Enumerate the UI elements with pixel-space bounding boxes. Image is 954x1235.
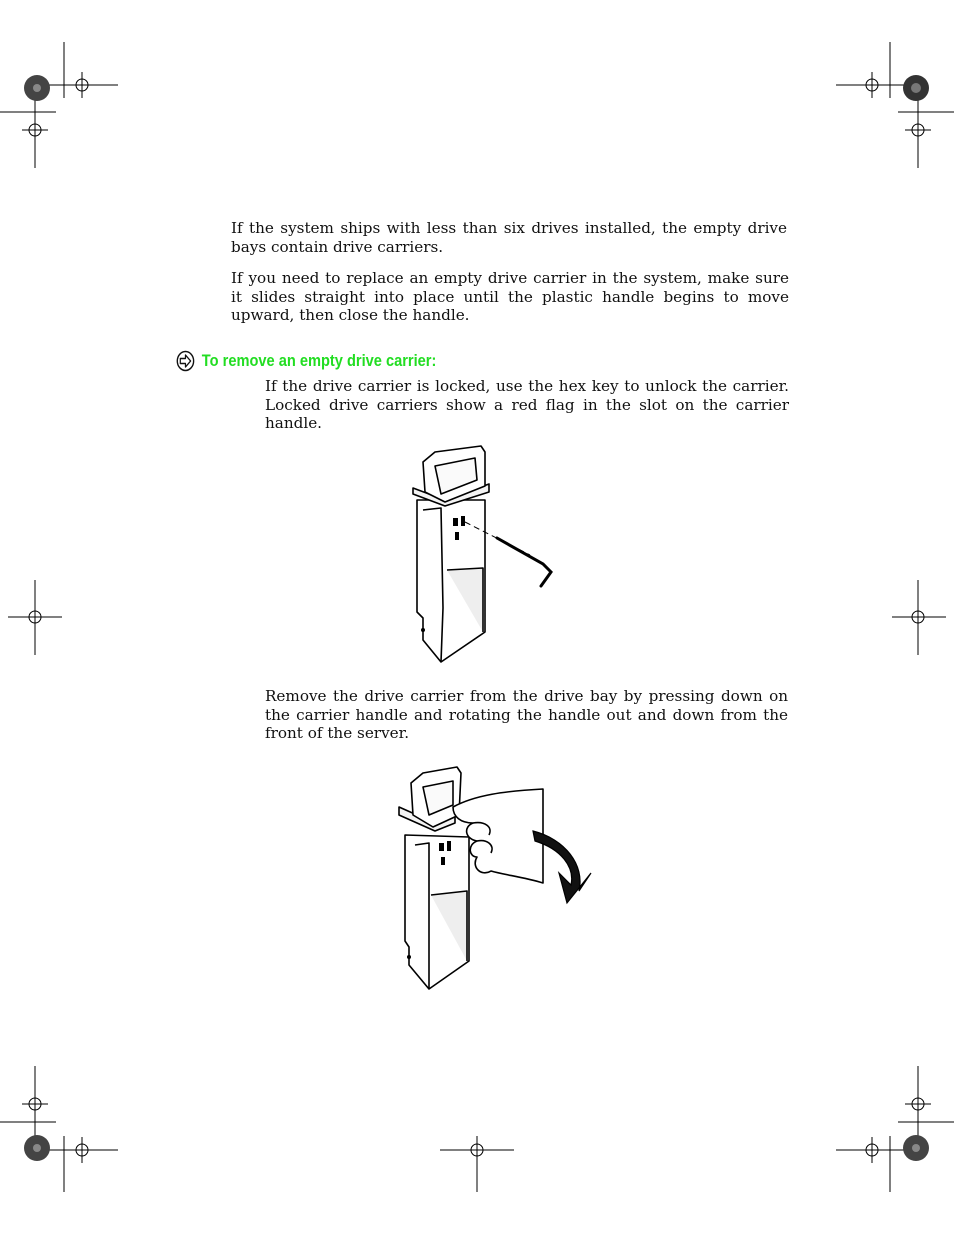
step-2-text: Remove the drive carrier from the drive bay by pressing down on the carrier handle and rotating the handle out and down from the front of the server.	[265, 687, 788, 743]
procedure-title: To remove an empty drive carrier:	[201, 351, 437, 370]
procedure-heading	[176, 350, 436, 372]
step-1-text: If the drive carrier is locked, use the hex key to unlock the carrier. Locked drive carriers show a red flag in the slot on the carrier handle.	[265, 377, 789, 433]
intro-paragraph-2: If you need to replace an empty drive carrier in the system, make sure it slides straight into place until the plastic handle begins to move upward, then close the handle.	[231, 269, 789, 325]
arrow-circle-icon	[176, 350, 195, 372]
hand-rotate-handle-illustration	[395, 765, 600, 995]
hex-key-unlock-illustration	[405, 440, 565, 670]
intro-paragraph-1: If the system ships with less than six drives installed, the empty drive bays contain drive carriers.	[231, 219, 787, 256]
